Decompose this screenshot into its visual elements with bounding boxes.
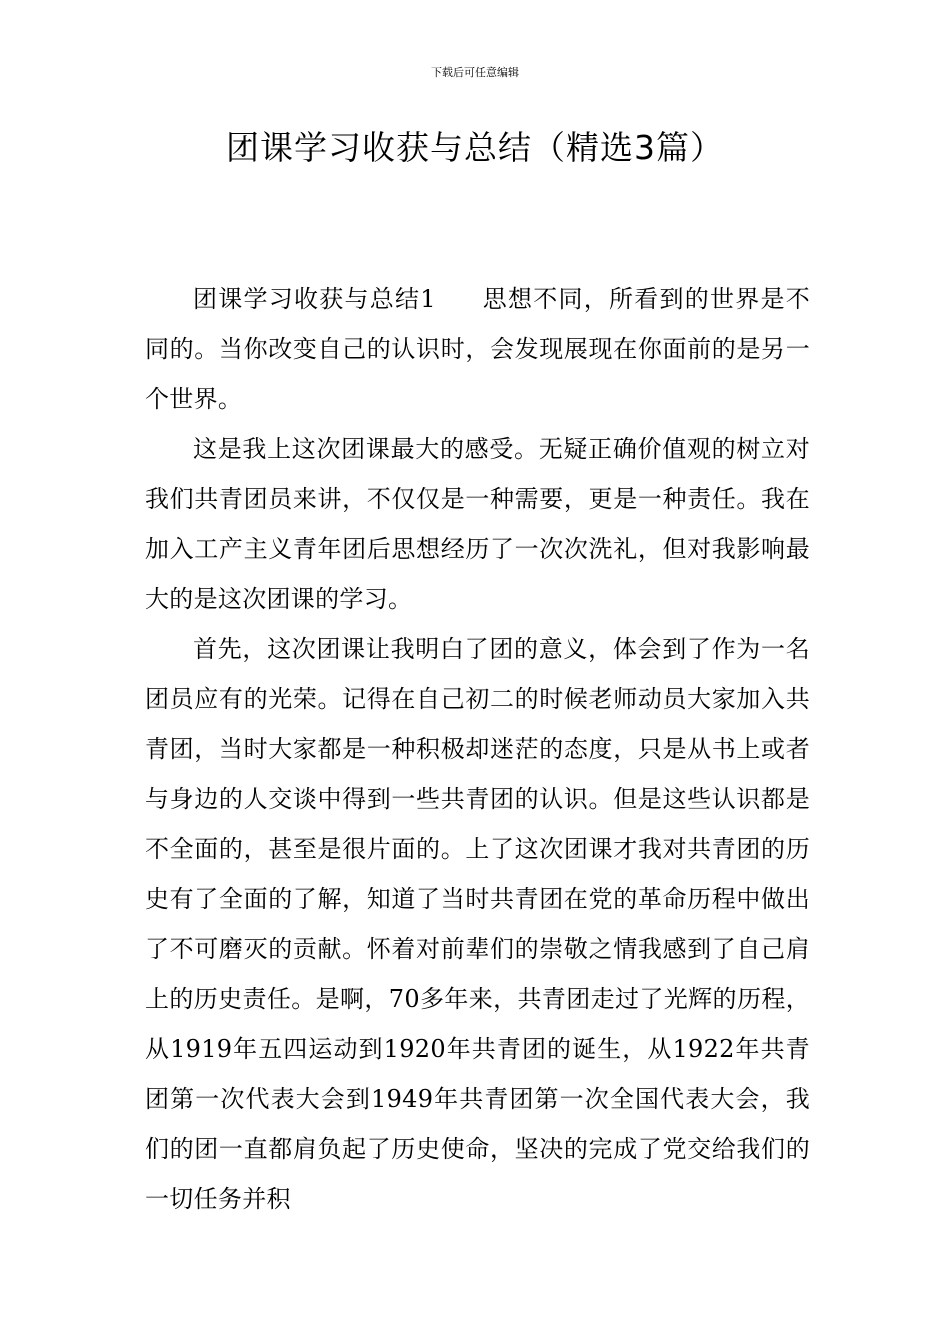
paragraph-3: 首先，这次团课让我明白了团的意义，体会到了作为一名团员应有的光荣。记得在自己初二的时候老师动员大家加入共青团，当时大家都是一种积极却迷茫的态度，只是从书上或者与身边的人交谈中得到一些共青团的认识。但是这些认识都是不全面的，甚至是很片面的。上了这次团课才我对共青团的历史有了全面的了解，知道了当时共青团在党的革命历程中做出了不可磨灭的贡献。怀着对前辈们的崇敬之情我感到了自己肩上的历史责任。是啊，70多年来，共青团走过了光辉的历程，从1919年五四运动到1920年共青团的诞生，从1922年共青团第一次代表大会到1949年共青团第一次全国代表大会，我们的团一直都肩负起了历史使命，坚决的完成了党交给我们的一切任务并积 [145,635,810,1213]
paragraph-1 [145,274,810,424]
paragraph-2: 这是我上这次团课最大的感受。无疑正确价值观的树立对我们共青团员来讲，不仅仅是一种需要，更是一种责任。我在加入工产主义青年团后思想经历了一次次洗礼，但对我影响最大的是这次团课的学习。 [145,435,810,613]
document-body [145,274,810,1224]
paragraph-1-text: 思想不同，所看到的世界是不同的。当你改变自己的认识时，会发现展现在你面前的是另一个世界。 [145,285,810,413]
header-note: 下载后可任意编辑 [431,66,519,79]
section-heading: 团课学习收获与总结1 [193,285,436,313]
document-title: 团课学习收获与总结（精选3篇） [226,128,724,167]
